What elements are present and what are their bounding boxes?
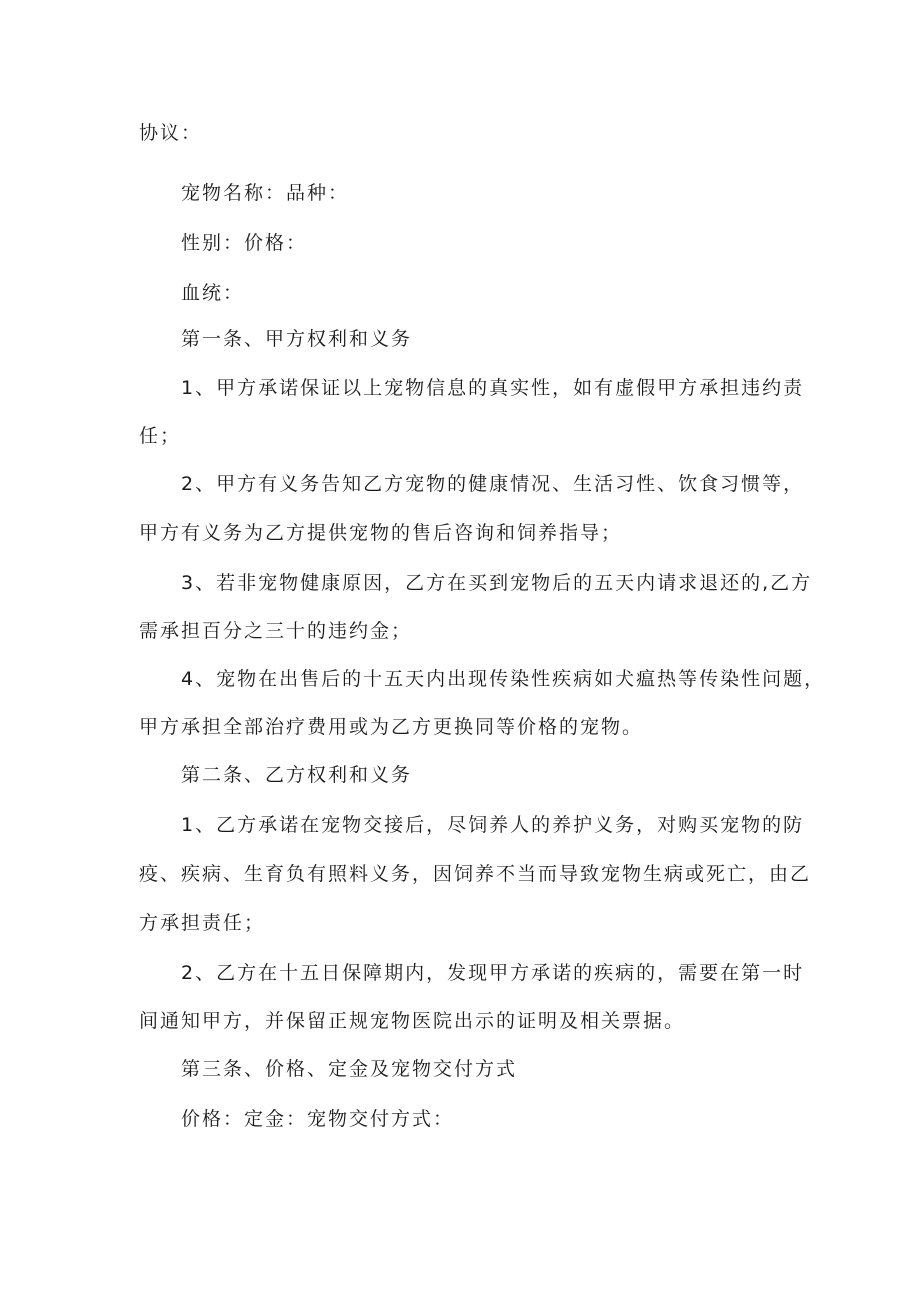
article-2-item-1-cont-2: 方承担责任； [139, 912, 266, 934]
article-2-item-1: 1、乙方承诺在宠物交接后，尽饲养人的养护义务，对购买宠物的防 [181, 814, 805, 836]
article-1-item-2-cont: 甲方有义务为乙方提供宠物的售后咨询和饲养指导； [139, 522, 623, 544]
heading-agreement: 协议： [139, 122, 203, 144]
article-1-item-3-cont: 需承担百分之三十的违约金； [139, 620, 413, 642]
article-2-item-1-cont-1: 疫、疾病、生育负有照料义务，因饲养不当而导致宠物生病或死亡，由乙 [139, 863, 812, 885]
article-1-item-4: 4、宠物在出售后的十五天内出现传染性疾病如犬瘟热等传染性问题， [181, 668, 826, 690]
field-price-deposit-delivery: 价格：定金：宠物交付方式： [181, 1108, 455, 1130]
article-2-item-2-cont: 间通知甲方，并保留正规宠物医院出示的证明及相关票据。 [139, 1010, 686, 1032]
article-3-title: 第三条、价格、定金及宠物交付方式 [181, 1058, 518, 1080]
article-1-item-1: 1、甲方承诺保证以上宠物信息的真实性，如有虚假甲方承担违约责 [181, 377, 805, 399]
article-2-item-2: 2、乙方在十五日保障期内，发现甲方承诺的疾病的，需要在第一时 [181, 962, 805, 984]
article-2-title: 第二条、乙方权利和义务 [181, 764, 413, 786]
article-1-item-3: 3、若非宠物健康原因，乙方在买到宠物后的五天内请求退还的,乙方 [181, 572, 813, 594]
article-1-item-2: 2、甲方有义务告知乙方宠物的健康情况、生活习性、饮食习惯等， [181, 473, 805, 495]
field-pet-name-breed: 宠物名称：品种： [181, 182, 350, 204]
field-pedigree: 血统： [181, 282, 245, 304]
article-1-item-4-cont: 甲方承担全部治疗费用或为乙方更换同等价格的宠物。 [139, 716, 644, 738]
article-1-item-1-cont: 任； [139, 425, 182, 447]
article-1-title: 第一条、甲方权利和义务 [181, 328, 413, 350]
field-gender-price: 性别：价格： [181, 232, 308, 254]
